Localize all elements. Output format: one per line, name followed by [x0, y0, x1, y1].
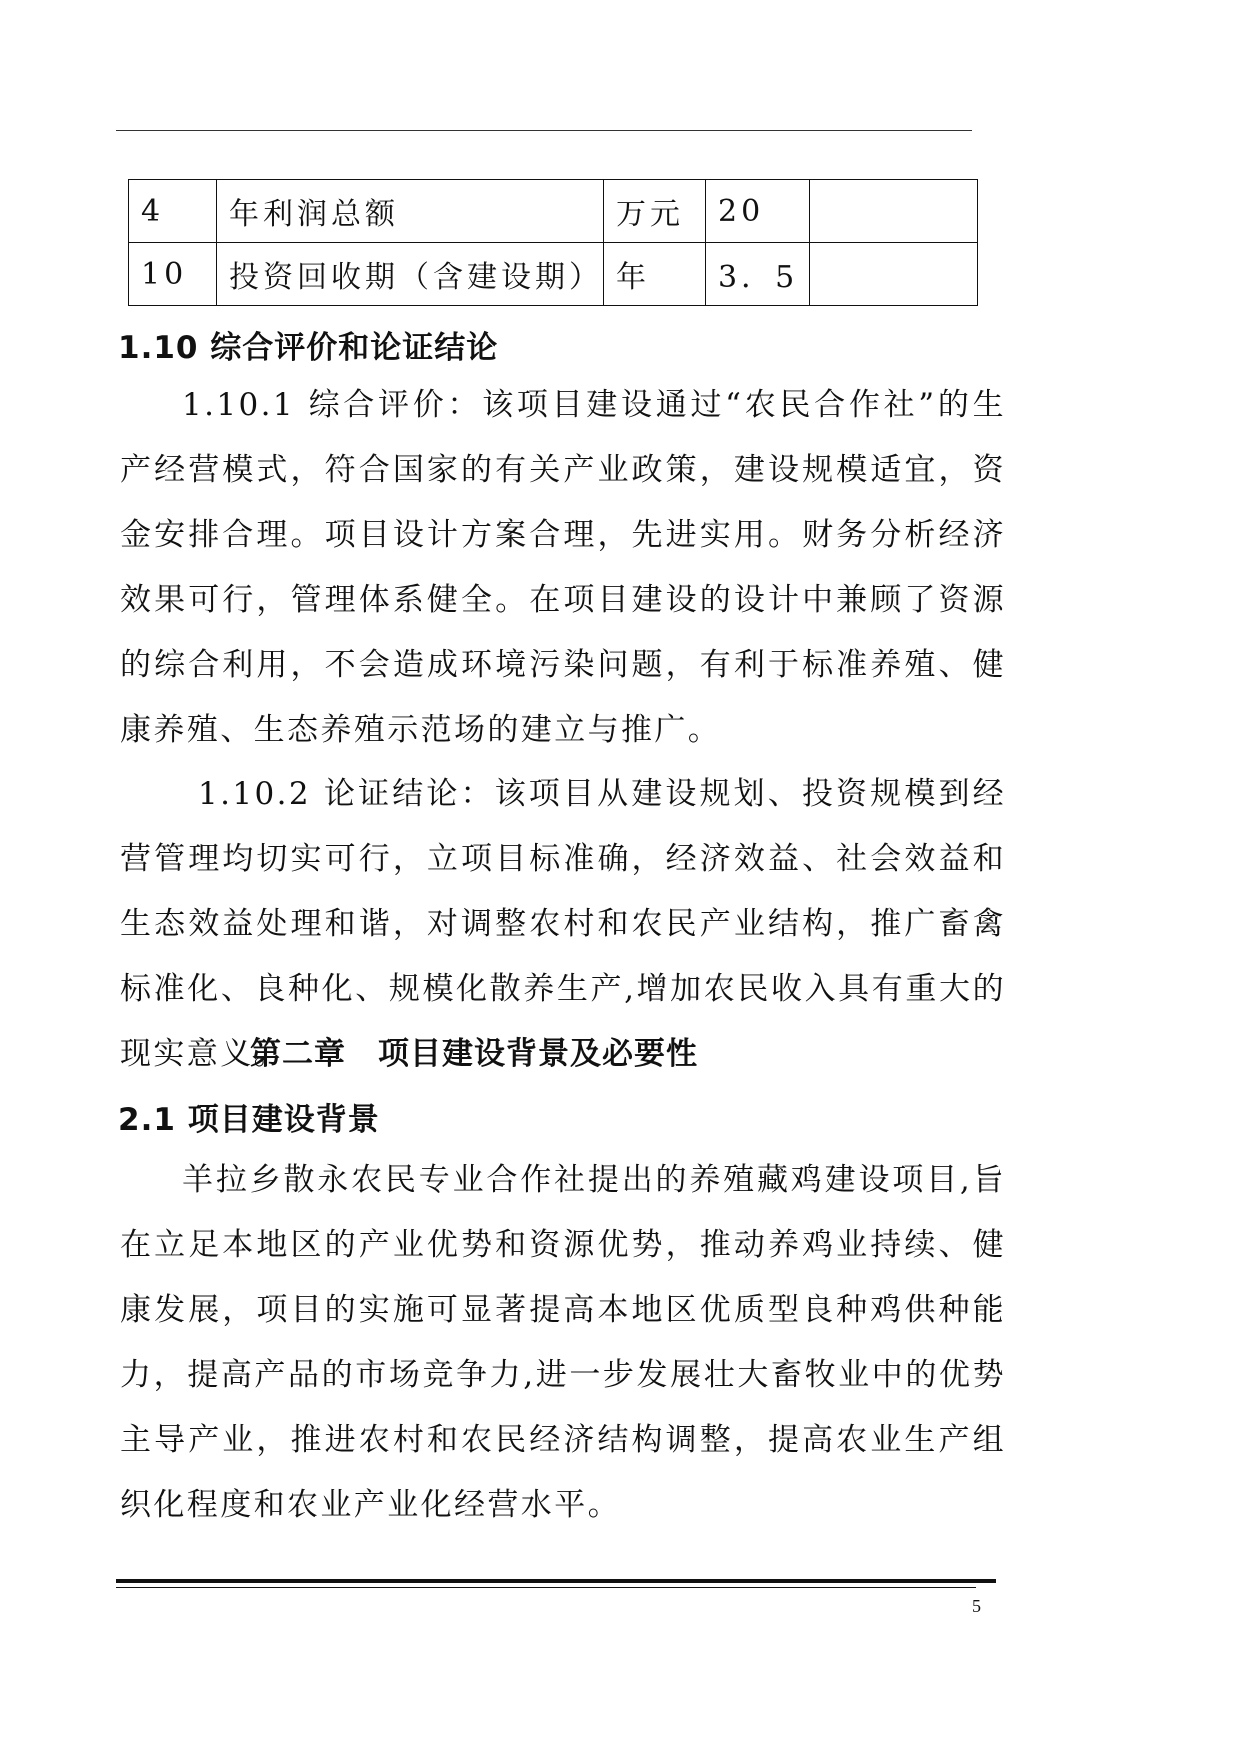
footer-rule-thin — [116, 1587, 976, 1588]
table-cell-no: 4 — [129, 180, 217, 243]
paragraph-conclusion: 1.10.2 论证结论：该项目从建设规划、投资规模到经营管理均切实可行，立项目标准确，经济效益、社会效益和生态效益处理和谐，对调整农村和农民产业结构，推广畜禽标准化、良种化、规模化散养生产,增加农民收入具有重大的现实意义。 — [120, 776, 1006, 1072]
table-cell-item: 投资回收期（含建设期） — [217, 243, 604, 306]
table-cell-unit: 年 — [604, 243, 706, 306]
section-heading-2-1: 2.1 项目建设背景 — [118, 1102, 380, 1138]
table-cell-note — [810, 243, 978, 306]
section-heading-1-10: 1.10 综合评价和论证结论 — [118, 330, 499, 366]
paragraph-comprehensive-evaluation: 1.10.1 综合评价：该项目建设通过“农民合作社”的生产经营模式，符合国家的有关产业政策，建设规模适宜，资金安排合理。项目设计方案合理，先进实用。财务分析经济效果可行，管理体系健全。在项目建设的设计中兼顾了资源的综合利用，不会造成环境污染问题，有利于标准养殖、健康养殖、生态养殖示范场的建立与推广。 — [120, 387, 1006, 748]
header-rule — [116, 130, 972, 131]
table-cell-no: 10 — [129, 243, 217, 306]
chapter-title: 第二章 项目建设背景及必要性 — [250, 1036, 698, 1072]
table-cell-unit: 万元 — [604, 180, 706, 243]
table-cell-value: 20 — [706, 180, 810, 243]
summary-table — [128, 179, 978, 306]
page-number: 5 — [972, 1596, 981, 1616]
table-cell-note — [810, 180, 978, 243]
table-cell-item: 年利润总额 — [217, 180, 604, 243]
table-row — [129, 180, 978, 243]
footer-rule-thick — [116, 1579, 996, 1583]
paragraph-background: 羊拉乡散永农民专业合作社提出的养殖藏鸡建设项目,旨在立足本地区的产业优势和资源优势，推动养鸡业持续、健康发展，项目的实施可显著提高本地区优质型良种鸡供种能力，提高产品的市场竞争力,进一步发展壮大畜牧业中的优势主导产业，推进农村和农民经济结构调整，提高农业生产组织化程度和农业产业化经营水平。 — [120, 1162, 1006, 1523]
table-cell-value: 3．5 — [706, 243, 810, 306]
table-row — [129, 243, 978, 306]
